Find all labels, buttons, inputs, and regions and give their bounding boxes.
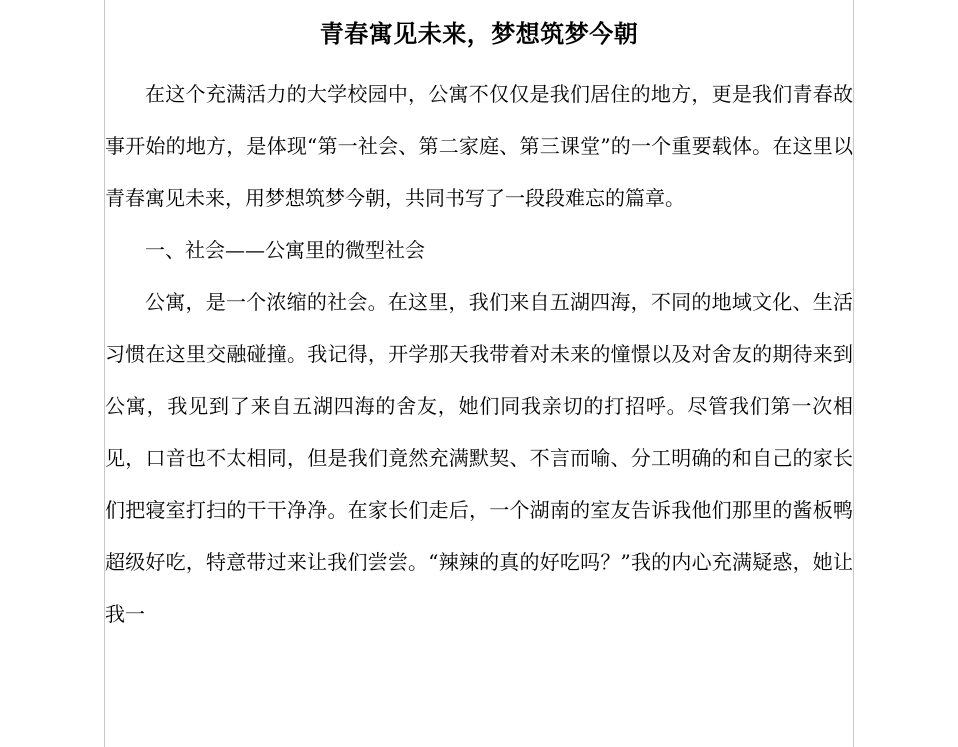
document-content [105, 0, 853, 747]
paragraph-intro: 在这个充满活力的大学校园中，公寓不仅仅是我们居住的地方，更是我们青春故事开始的地方，是体现“第一社会、第二家庭、第三课堂”的一个重要载体。在这里以青春寓见未来，用梦想筑梦今朝，共同书写了一段段难忘的篇章。 [105, 82, 853, 210]
right-margin-rule [853, 0, 854, 747]
page-title: 青春寓见未来，梦想筑梦今朝 [319, 19, 639, 48]
section-heading-1: 一、社会——公寓里的微型社会 [145, 238, 425, 262]
paragraph-section-1-body: 公寓，是一个浓缩的社会。在这里，我们来自五湖四海，不同的地域文化、生活习惯在这里交融碰撞。我记得，开学那天我带着对未来的憧憬以及对舍友的期待来到公寓，我见到了来自五湖四海的舍友，她们同我亲切的打招呼。尽管我们第一次相见，口音也不太相同，但是我们竟然充满默契、不言而喻、分工明确的和自己的家长们把寝室打扫的干干净净。在家长们走后，一个湖南的室友告诉我他们那里的酱板鸭超级好吃，特意带过来让我们尝尝。“辣辣的真的好吃吗？”我的内心充满疑惑，她让我一 [105, 290, 853, 626]
